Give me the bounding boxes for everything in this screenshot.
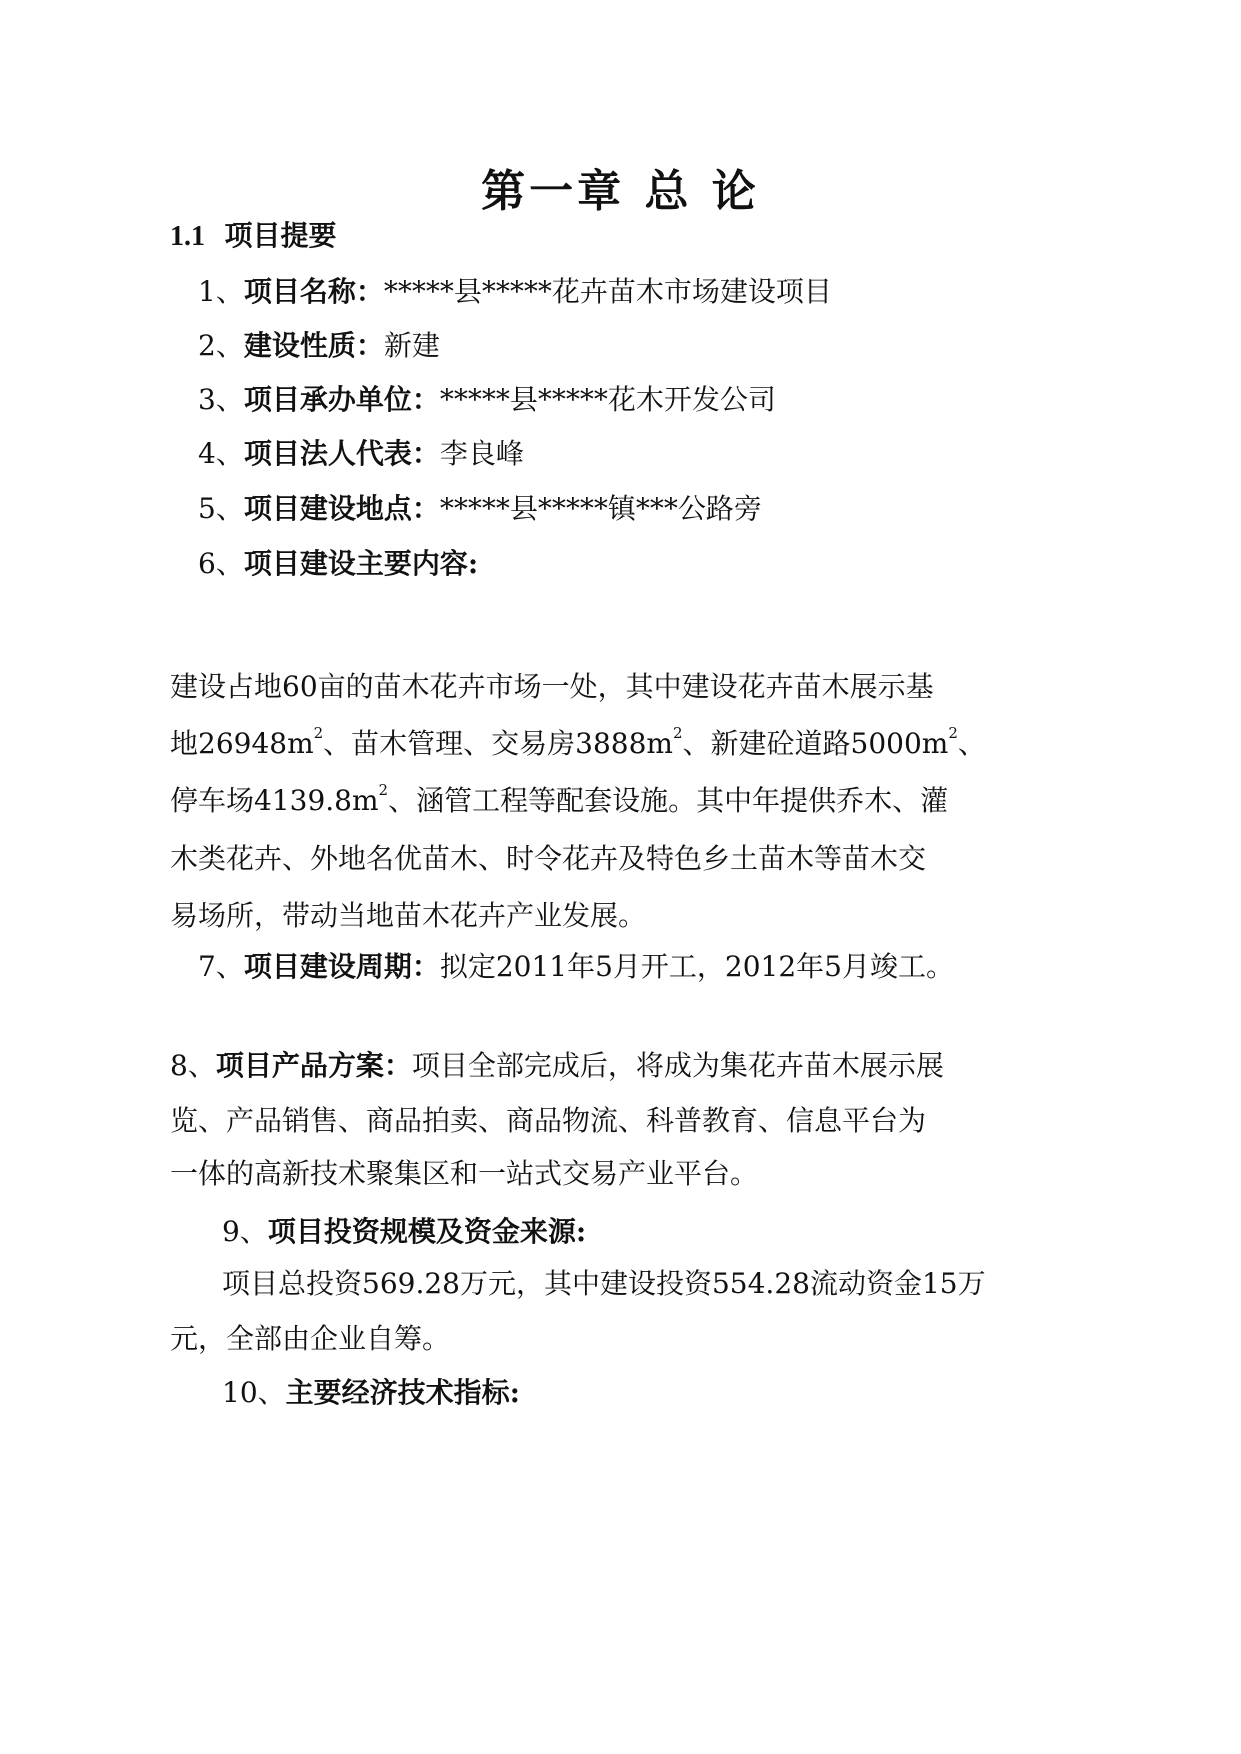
text-run: 、 — [957, 727, 986, 760]
item-number: 4、 — [198, 437, 244, 470]
content-paragraph-line: 木类花卉、外地名优苗木、时令花卉及特色乡土苗木等苗木交 — [170, 842, 927, 875]
item-label: 项目法人代表： — [243, 437, 440, 470]
item-undertaking-unit — [198, 383, 776, 416]
item-main-content-heading — [198, 547, 479, 580]
section-number: 1.1 — [170, 221, 205, 252]
text-run: 、苗木管理、交易房3888m — [323, 727, 673, 760]
item-label: 项目名称： — [243, 275, 384, 308]
product-plan-line: 览、产品销售、商品拍卖、商品物流、科普教育、信息平台为 — [170, 1104, 927, 1137]
item-construction-period — [198, 950, 954, 983]
item-label: 主要经济技术指标: — [285, 1376, 520, 1409]
text-run: 、新建砼道路5000m — [682, 727, 949, 760]
item-label: 项目建设地点： — [243, 492, 440, 525]
item-economic-indicators-heading — [222, 1376, 520, 1409]
section-title: 项目提要 — [224, 219, 337, 252]
item-project-name — [198, 275, 832, 308]
chapter-title: 第一章 总 论 — [481, 166, 760, 217]
item-value: 拟定2011年5月开工，2012年5月竣工。 — [439, 950, 954, 983]
item-value: 李良峰 — [439, 437, 524, 470]
item-number: 5、 — [198, 492, 244, 525]
item-legal-representative — [198, 437, 524, 470]
content-paragraph-line: 建设占地60亩的苗木花卉市场一处，其中建设花卉苗木展示基 — [170, 670, 934, 703]
item-number: 2、 — [198, 329, 244, 362]
item-value: *****县*****花木开发公司 — [439, 383, 776, 416]
item-label: 项目承办单位： — [243, 383, 440, 416]
item-number: 1、 — [198, 275, 244, 308]
product-plan-line: 一体的高新技术聚集区和一站式交易产业平台。 — [170, 1157, 759, 1190]
item-label: 建设性质： — [243, 329, 384, 362]
text-run: 、涵管工程等配套设施。其中年提供乔木、灌 — [388, 784, 949, 817]
item-label: 项目产品方案： — [215, 1049, 412, 1082]
superscript: 2 — [378, 781, 389, 799]
superscript: 2 — [672, 724, 683, 742]
item-label: 项目建设周期： — [243, 950, 440, 983]
item-number: 10、 — [222, 1376, 286, 1409]
investment-paragraph-line: 元，全部由企业自筹。 — [170, 1322, 451, 1355]
item-value: *****县*****花卉苗木市场建设项目 — [383, 275, 832, 308]
item-number: 3、 — [198, 383, 244, 416]
content-paragraph-line — [170, 724, 986, 760]
item-construction-nature — [198, 329, 440, 362]
content-paragraph-line: 易场所，带动当地苗木花卉产业发展。 — [170, 899, 647, 932]
item-value: 新建 — [383, 329, 440, 362]
item-number: 8、 — [170, 1049, 216, 1082]
item-number: 7、 — [198, 950, 244, 983]
item-number: 9、 — [222, 1215, 268, 1248]
superscript: 2 — [948, 724, 958, 742]
text-run: 停车场4139.8m — [170, 784, 379, 817]
investment-paragraph-line: 项目总投资569.28万元，其中建设投资554.28流动资金15万 — [222, 1267, 986, 1300]
item-investment-heading — [222, 1215, 587, 1248]
item-number: 6、 — [198, 547, 244, 580]
item-label: 项目建设主要内容: — [243, 547, 479, 580]
item-value: 项目全部完成后，将成为集花卉苗木展示展 — [411, 1049, 944, 1082]
text-run: 地26948m — [170, 727, 314, 760]
superscript: 2 — [313, 724, 324, 742]
section-heading — [170, 219, 337, 252]
item-value: *****县*****镇***公路旁 — [439, 492, 762, 525]
item-label: 项目投资规模及资金来源: — [267, 1215, 587, 1248]
item-product-plan — [170, 1049, 944, 1082]
content-paragraph-line — [170, 781, 949, 817]
item-construction-location — [198, 492, 762, 525]
